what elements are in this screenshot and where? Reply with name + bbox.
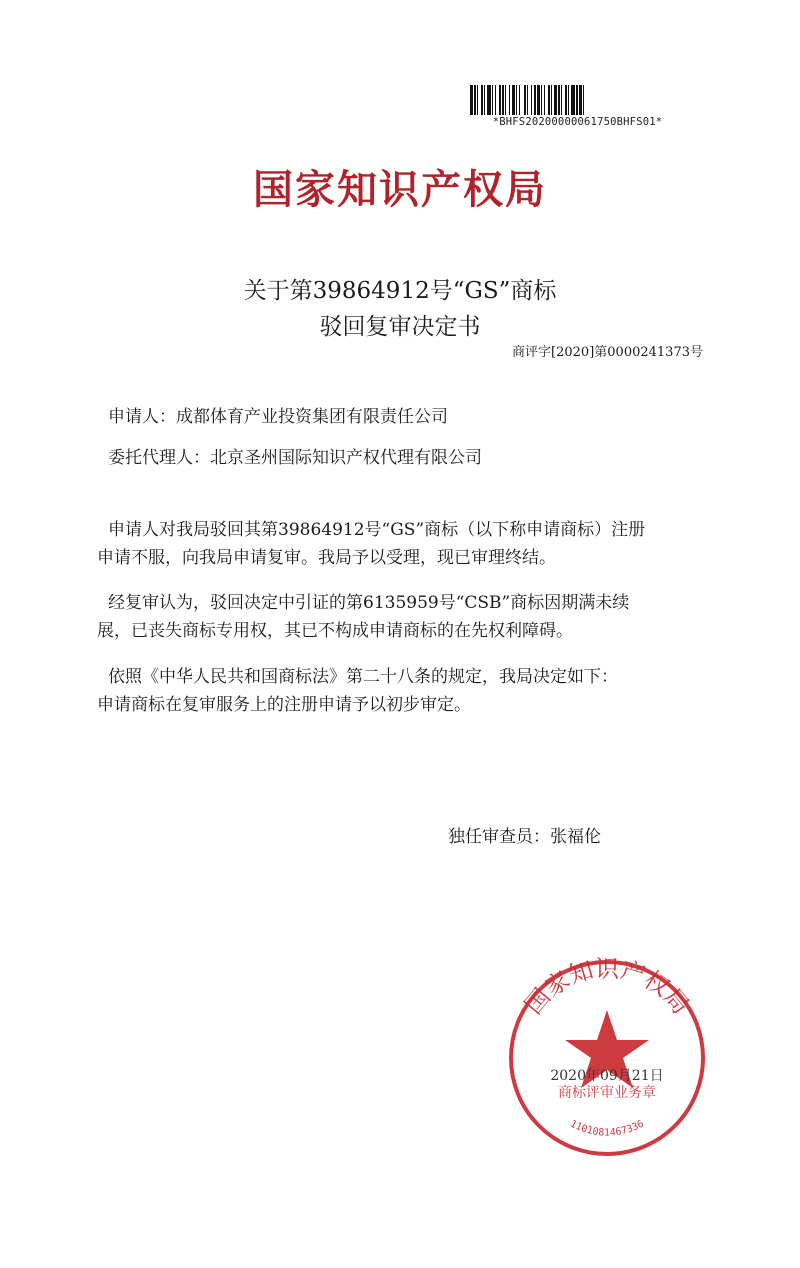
body-line: 申请商标在复审服务上的注册申请予以初步审定。 [97, 695, 471, 715]
seal-date: 2020年09月21日 [550, 1068, 664, 1084]
examiner-name: 张福伦 [550, 827, 601, 847]
barcode-code: *BHFS20200000061750BHFS01* [492, 116, 663, 128]
official-seal [497, 948, 717, 1168]
applicant-row [108, 402, 448, 427]
body-line: 经复审认为，驳回决定中引证的第6135959号“CSB”商标因期满未续 [108, 593, 630, 613]
reference-number: 商评字[2020]第0000241373号 [512, 345, 703, 360]
seal-ring-text: 国家知识产权局 [519, 954, 695, 1020]
agent-name: 北京圣州国际知识产权代理有限公司 [210, 448, 482, 468]
issuing-office-title: 国家知识产权局 [253, 167, 547, 213]
barcode [470, 85, 680, 115]
document-title-line2: 驳回复审决定书 [319, 314, 481, 340]
barcode-bar [584, 85, 586, 115]
applicant-name: 成都体育产业投资集团有限责任公司 [176, 407, 448, 427]
body-line: 展，已丧失商标专用权，其已不构成申请商标的在先权利障碍。 [97, 621, 573, 641]
seal-department: 商标评审业务章 [558, 1085, 656, 1101]
examiner-label: 独任审查员： [448, 827, 550, 847]
decision-body-2 [97, 589, 703, 645]
body-line: 申请人对我局驳回其第39864912号“GS”商标（以下称申请商标）注册 [108, 520, 646, 540]
decision-body-3 [97, 663, 703, 719]
body-line: 依照《中华人民共和国商标法》第二十八条的规定，我局决定如下： [108, 667, 618, 687]
seal-number: 1101081467336 [568, 1118, 646, 1139]
decision-body [97, 516, 703, 572]
agent-row [108, 443, 482, 468]
document-title-line1: 关于第39864912号“GS”商标 [243, 278, 557, 304]
applicant-label: 申请人： [108, 407, 176, 427]
body-line: 申请不服，向我局申请复审。我局予以受理，现已审理终结。 [97, 548, 556, 568]
agent-label: 委托代理人： [108, 448, 210, 468]
examiner-signature [448, 822, 601, 847]
